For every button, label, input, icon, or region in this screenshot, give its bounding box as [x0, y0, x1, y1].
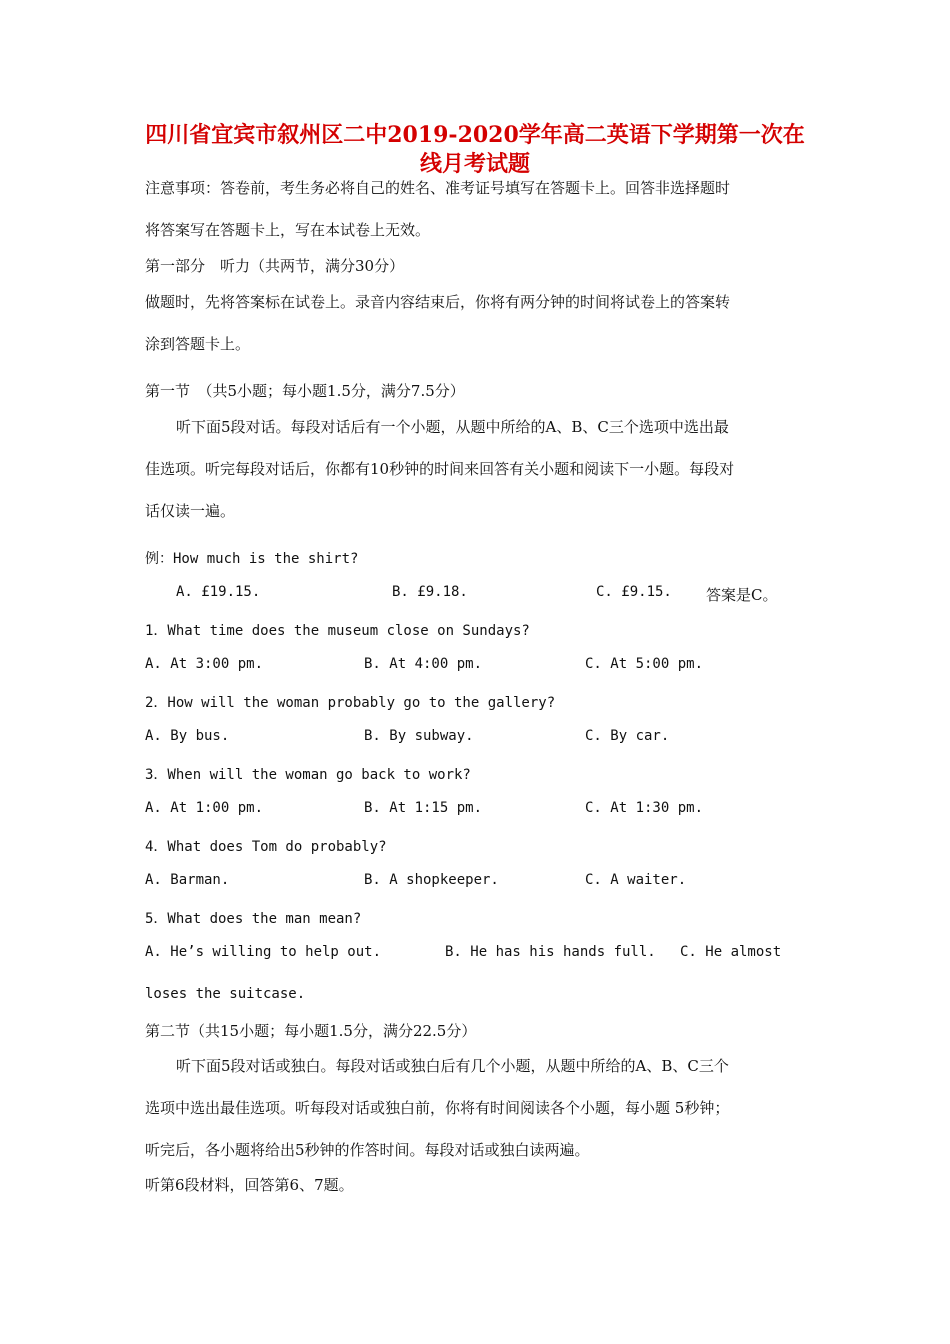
example-option-c: C. £9.15. [596, 584, 672, 600]
exam-title-line2: 线月考试题 [419, 151, 530, 177]
notice-line1: 注意事项：答卷前，考生务必将自己的姓名、准考证号填写在答题卡上。回答非选择题时 [145, 179, 731, 197]
question-1: 1．What time does the museum close on Sundays? [145, 623, 530, 639]
section1-instruction-line2: 佳选项。听完每段对话后，你都有10秒钟的时间来回答有关小题和阅读下一小题。每段对 [145, 460, 735, 478]
question-4-option-c: C. A waiter. [585, 872, 687, 888]
question-2-option-b: B. By subway. [364, 728, 474, 744]
question-1-option-a: A. At 3:00 pm. [145, 656, 264, 672]
section2-heading: 第二节（共15小题；每小题1.5分，满分22.5分） [145, 1022, 477, 1040]
question-5: 5．What does the man mean? [145, 911, 362, 927]
section2-material-note: 听第6段材料，回答第6、7题。 [145, 1176, 354, 1194]
question-5-option-c-continued: loses the suitcase. [145, 986, 306, 1002]
question-3-option-b: B. At 1:15 pm. [364, 800, 483, 816]
part1-instruction-line2: 涂到答题卡上。 [145, 335, 251, 353]
question-2-option-a: A. By bus. [145, 728, 230, 744]
question-4-option-b: B. A shopkeeper. [364, 872, 499, 888]
question-2: 2．How will the woman probably go to the gallery? [145, 695, 556, 711]
section2-instruction-line2: 选项中选出最佳选项。听每段对话或独白前，你将有时间阅读各个小题，每小题 5秒钟； [145, 1099, 730, 1117]
example-question: 例：How much is the shirt? [145, 551, 359, 567]
notice-line2: 将答案写在答题卡上，写在本试卷上无效。 [145, 221, 431, 239]
question-3-option-c: C. At 1:30 pm. [585, 800, 704, 816]
example-option-a: A. £19.15. [176, 584, 261, 600]
section2-instruction-line3: 听完后，各小题将给出5秒钟的作答时间。每段对话或独白读两遍。 [145, 1141, 590, 1159]
question-3-option-a: A. At 1:00 pm. [145, 800, 264, 816]
example-answer: 答案是C。 [706, 586, 778, 604]
part1-instruction-line1: 做题时，先将答案标在试卷上。录音内容结束后，你将有两分钟的时间将试卷上的答案转 [145, 293, 731, 311]
example-option-b: B. £9.18. [392, 584, 468, 600]
section1-instruction-line3: 话仅读一遍。 [145, 502, 236, 520]
section1-instruction-line1: 听下面5段对话。每段对话后有一个小题，从题中所给的A、B、C三个选项中选出最 [176, 418, 729, 436]
question-2-option-c: C. By car. [585, 728, 670, 744]
question-5-option-c: C. He almost [680, 944, 782, 960]
section2-instruction-line1: 听下面5段对话或独白。每段对话或独白后有几个小题，从题中所给的A、B、C三个 [176, 1057, 729, 1075]
part1-heading: 第一部分 听力（共两节，满分30分） [145, 257, 405, 275]
question-4: 4．What does Tom do probably? [145, 839, 387, 855]
question-5-option-b: B. He has his hands full. [445, 944, 656, 960]
question-4-option-a: A. Barman. [145, 872, 230, 888]
question-1-option-c: C. At 5:00 pm. [585, 656, 704, 672]
question-5-option-a: A. He’s willing to help out. [145, 944, 382, 960]
question-3: 3．When will the woman go back to work? [145, 767, 471, 783]
section1-heading: 第一节 （共5小题；每小题1.5分，满分7.5分） [145, 382, 465, 400]
question-1-option-b: B. At 4:00 pm. [364, 656, 483, 672]
exam-title-line1: 四川省宜宾市叙州区二中2019-2020学年高二英语下学期第一次在 [145, 122, 805, 148]
